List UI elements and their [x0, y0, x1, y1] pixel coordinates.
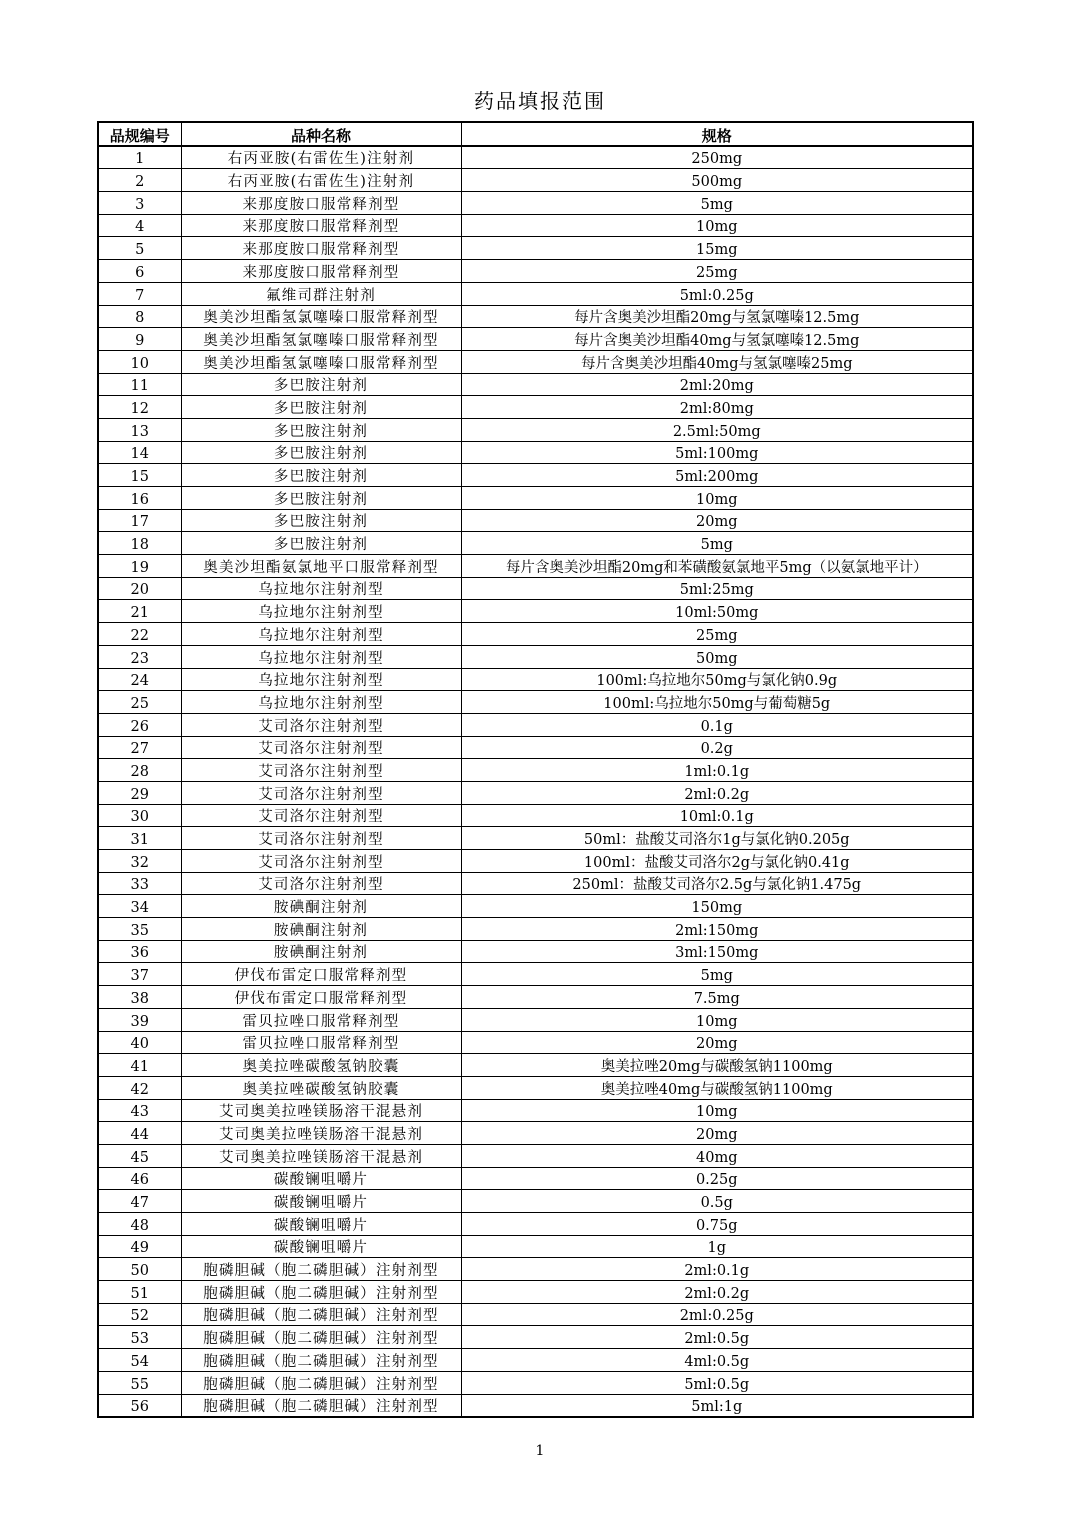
cell-spec: 10ml:50mg [461, 600, 973, 623]
cell-code: 6 [98, 260, 181, 283]
cell-code: 22 [98, 623, 181, 646]
table-row [98, 1371, 973, 1394]
table-row [98, 1031, 973, 1054]
cell-name: 艾司洛尔注射剂型 [181, 781, 461, 804]
table-row [98, 1258, 973, 1281]
cell-spec: 100ml:乌拉地尔50mg与葡萄糖5g [461, 691, 973, 714]
page-number: 1 [535, 1443, 545, 1459]
table-row [98, 509, 973, 532]
cell-code: 40 [98, 1031, 181, 1054]
cell-code: 10 [98, 350, 181, 373]
cell-name: 多巴胺注射剂 [181, 396, 461, 419]
cell-name: 奥美沙坦酯氢氯噻嗪口服常释剂型 [181, 305, 461, 328]
cell-spec: 5mg [461, 963, 973, 986]
cell-spec: 40mg [461, 1144, 973, 1167]
table-body [98, 146, 973, 1418]
cell-name: 来那度胺口服常释剂型 [181, 214, 461, 237]
cell-spec: 20mg [461, 1122, 973, 1145]
cell-spec: 100ml:乌拉地尔50mg与氯化钠0.9g [461, 668, 973, 691]
cell-name: 右丙亚胺(右雷佐生)注射剂 [181, 146, 461, 169]
table-row [98, 305, 973, 328]
cell-code: 41 [98, 1054, 181, 1077]
cell-spec: 2ml:80mg [461, 396, 973, 419]
table-row [98, 146, 973, 169]
table-row [98, 214, 973, 237]
cell-code: 53 [98, 1326, 181, 1349]
cell-name: 奥美沙坦酯氢氯噻嗪口服常释剂型 [181, 328, 461, 351]
cell-name: 艾司洛尔注射剂型 [181, 759, 461, 782]
cell-name: 来那度胺口服常释剂型 [181, 260, 461, 283]
cell-spec: 2ml:0.25g [461, 1303, 973, 1326]
table-row [98, 1349, 973, 1372]
cell-name: 胺碘酮注射剂 [181, 895, 461, 918]
cell-code: 37 [98, 963, 181, 986]
cell-name: 胞磷胆碱（胞二磷胆碱）注射剂型 [181, 1303, 461, 1326]
cell-name: 乌拉地尔注射剂型 [181, 668, 461, 691]
cell-name: 多巴胺注射剂 [181, 464, 461, 487]
cell-spec: 每片含奥美沙坦酯20mg和苯磺酸氨氯地平5mg（以氨氯地平计） [461, 555, 973, 578]
cell-spec: 10mg [461, 487, 973, 510]
cell-name: 乌拉地尔注射剂型 [181, 645, 461, 668]
cell-code: 55 [98, 1371, 181, 1394]
cell-code: 17 [98, 509, 181, 532]
cell-name: 碳酸镧咀嚼片 [181, 1190, 461, 1213]
cell-code: 29 [98, 781, 181, 804]
table-row [98, 373, 973, 396]
cell-spec: 5ml:200mg [461, 464, 973, 487]
cell-code: 46 [98, 1167, 181, 1190]
cell-name: 右丙亚胺(右雷佐生)注射剂 [181, 169, 461, 192]
header-name: 品种名称 [181, 122, 461, 146]
cell-spec: 2ml:20mg [461, 373, 973, 396]
cell-spec: 5mg [461, 532, 973, 555]
table-row [98, 1167, 973, 1190]
table-row [98, 350, 973, 373]
cell-code: 50 [98, 1258, 181, 1281]
cell-code: 34 [98, 895, 181, 918]
table-row [98, 623, 973, 646]
table-row [98, 600, 973, 623]
cell-code: 51 [98, 1281, 181, 1304]
table-row [98, 1303, 973, 1326]
cell-spec: 5ml:100mg [461, 441, 973, 464]
table-row [98, 532, 973, 555]
cell-code: 21 [98, 600, 181, 623]
cell-name: 碳酸镧咀嚼片 [181, 1167, 461, 1190]
table-row [98, 282, 973, 305]
cell-name: 艾司洛尔注射剂型 [181, 713, 461, 736]
cell-spec: 5ml:1g [461, 1394, 973, 1417]
cell-code: 30 [98, 804, 181, 827]
cell-spec: 25mg [461, 623, 973, 646]
cell-code: 33 [98, 872, 181, 895]
table-row [98, 555, 973, 578]
cell-code: 47 [98, 1190, 181, 1213]
cell-name: 伊伐布雷定口服常释剂型 [181, 963, 461, 986]
cell-code: 48 [98, 1213, 181, 1236]
cell-code: 26 [98, 713, 181, 736]
table-row [98, 1099, 973, 1122]
cell-spec: 50mg [461, 645, 973, 668]
cell-name: 雷贝拉唑口服常释剂型 [181, 1031, 461, 1054]
cell-code: 54 [98, 1349, 181, 1372]
cell-code: 23 [98, 645, 181, 668]
cell-code: 9 [98, 328, 181, 351]
table-row [98, 895, 973, 918]
cell-spec: 100ml：盐酸艾司洛尔2g与氯化钠0.41g [461, 850, 973, 873]
cell-name: 多巴胺注射剂 [181, 509, 461, 532]
drug-table [97, 121, 974, 1418]
cell-code: 19 [98, 555, 181, 578]
cell-name: 艾司洛尔注射剂型 [181, 850, 461, 873]
cell-name: 奥美拉唑碳酸氢钠胶囊 [181, 1076, 461, 1099]
cell-spec: 50ml：盐酸艾司洛尔1g与氯化钠0.205g [461, 827, 973, 850]
table-row [98, 1190, 973, 1213]
cell-spec: 2ml:0.1g [461, 1258, 973, 1281]
cell-code: 24 [98, 668, 181, 691]
cell-code: 12 [98, 396, 181, 419]
cell-name: 多巴胺注射剂 [181, 373, 461, 396]
cell-name: 来那度胺口服常释剂型 [181, 237, 461, 260]
cell-code: 5 [98, 237, 181, 260]
cell-code: 28 [98, 759, 181, 782]
cell-name: 胞磷胆碱（胞二磷胆碱）注射剂型 [181, 1349, 461, 1372]
cell-spec: 2ml:0.5g [461, 1326, 973, 1349]
cell-spec: 4ml:0.5g [461, 1349, 973, 1372]
table-row [98, 418, 973, 441]
cell-name: 乌拉地尔注射剂型 [181, 577, 461, 600]
cell-code: 39 [98, 1008, 181, 1031]
table-row [98, 1008, 973, 1031]
cell-spec: 25mg [461, 260, 973, 283]
table-row [98, 759, 973, 782]
table-row [98, 260, 973, 283]
cell-code: 7 [98, 282, 181, 305]
cell-name: 胺碘酮注射剂 [181, 918, 461, 941]
cell-code: 31 [98, 827, 181, 850]
cell-spec: 2.5ml:50mg [461, 418, 973, 441]
cell-spec: 500mg [461, 169, 973, 192]
cell-name: 艾司奥美拉唑镁肠溶干混悬剂 [181, 1099, 461, 1122]
cell-spec: 250mg [461, 146, 973, 169]
cell-name: 艾司奥美拉唑镁肠溶干混悬剂 [181, 1144, 461, 1167]
table-row [98, 918, 973, 941]
cell-code: 43 [98, 1099, 181, 1122]
page-title: 药品填报范围 [474, 89, 606, 113]
table-row [98, 645, 973, 668]
table-row [98, 464, 973, 487]
cell-spec: 每片含奥美沙坦酯20mg与氢氯噻嗪12.5mg [461, 305, 973, 328]
cell-code: 20 [98, 577, 181, 600]
cell-spec: 5ml:0.25g [461, 282, 973, 305]
cell-code: 4 [98, 214, 181, 237]
cell-code: 45 [98, 1144, 181, 1167]
cell-spec: 10mg [461, 214, 973, 237]
cell-name: 胞磷胆碱（胞二磷胆碱）注射剂型 [181, 1258, 461, 1281]
cell-code: 15 [98, 464, 181, 487]
table-row [98, 691, 973, 714]
cell-spec: 5ml:25mg [461, 577, 973, 600]
cell-spec: 10ml:0.1g [461, 804, 973, 827]
cell-code: 1 [98, 146, 181, 169]
cell-name: 艾司奥美拉唑镁肠溶干混悬剂 [181, 1122, 461, 1145]
table-row [98, 713, 973, 736]
cell-code: 44 [98, 1122, 181, 1145]
cell-spec: 20mg [461, 1031, 973, 1054]
cell-spec: 0.25g [461, 1167, 973, 1190]
cell-spec: 2ml:150mg [461, 918, 973, 941]
cell-code: 52 [98, 1303, 181, 1326]
cell-spec: 15mg [461, 237, 973, 260]
cell-name: 来那度胺口服常释剂型 [181, 192, 461, 215]
cell-name: 胞磷胆碱（胞二磷胆碱）注射剂型 [181, 1371, 461, 1394]
cell-name: 艾司洛尔注射剂型 [181, 827, 461, 850]
cell-code: 14 [98, 441, 181, 464]
cell-name: 乌拉地尔注射剂型 [181, 600, 461, 623]
cell-code: 2 [98, 169, 181, 192]
header-code: 品规编号 [98, 122, 181, 146]
cell-spec: 5ml:0.5g [461, 1371, 973, 1394]
cell-name: 胞磷胆碱（胞二磷胆碱）注射剂型 [181, 1326, 461, 1349]
table-row [98, 1326, 973, 1349]
table-row [98, 781, 973, 804]
cell-name: 奥美沙坦酯氨氯地平口服常释剂型 [181, 555, 461, 578]
cell-code: 3 [98, 192, 181, 215]
header-spec: 规格 [461, 122, 973, 146]
cell-code: 11 [98, 373, 181, 396]
cell-spec: 每片含奥美沙坦酯40mg与氢氯噻嗪12.5mg [461, 328, 973, 351]
cell-name: 乌拉地尔注射剂型 [181, 691, 461, 714]
table-header-row [98, 122, 973, 146]
cell-spec: 20mg [461, 509, 973, 532]
table-row [98, 192, 973, 215]
cell-name: 碳酸镧咀嚼片 [181, 1235, 461, 1258]
cell-spec: 3ml:150mg [461, 940, 973, 963]
cell-spec: 7.5mg [461, 986, 973, 1009]
table-row [98, 1281, 973, 1304]
table-row [98, 1235, 973, 1258]
table-row [98, 1144, 973, 1167]
cell-code: 18 [98, 532, 181, 555]
cell-spec: 每片含奥美沙坦酯40mg与氢氯噻嗪25mg [461, 350, 973, 373]
table-row [98, 850, 973, 873]
cell-name: 胞磷胆碱（胞二磷胆碱）注射剂型 [181, 1281, 461, 1304]
table-row [98, 872, 973, 895]
cell-spec: 0.75g [461, 1213, 973, 1236]
cell-name: 氟维司群注射剂 [181, 282, 461, 305]
cell-spec: 2ml:0.2g [461, 781, 973, 804]
cell-name: 伊伐布雷定口服常释剂型 [181, 986, 461, 1009]
cell-spec: 2ml:0.2g [461, 1281, 973, 1304]
table-row [98, 328, 973, 351]
cell-spec: 10mg [461, 1008, 973, 1031]
cell-code: 36 [98, 940, 181, 963]
cell-spec: 150mg [461, 895, 973, 918]
cell-spec: 1g [461, 1235, 973, 1258]
cell-code: 38 [98, 986, 181, 1009]
table-row [98, 1076, 973, 1099]
cell-spec: 1ml:0.1g [461, 759, 973, 782]
cell-code: 56 [98, 1394, 181, 1417]
cell-spec: 0.1g [461, 713, 973, 736]
table-row [98, 986, 973, 1009]
table-row [98, 827, 973, 850]
cell-code: 32 [98, 850, 181, 873]
cell-name: 乌拉地尔注射剂型 [181, 623, 461, 646]
table-row [98, 577, 973, 600]
table-row [98, 487, 973, 510]
cell-name: 多巴胺注射剂 [181, 418, 461, 441]
table-row [98, 963, 973, 986]
cell-code: 35 [98, 918, 181, 941]
table-row [98, 1122, 973, 1145]
cell-spec: 0.2g [461, 736, 973, 759]
table-row [98, 1213, 973, 1236]
cell-name: 多巴胺注射剂 [181, 441, 461, 464]
cell-code: 27 [98, 736, 181, 759]
cell-name: 奥美拉唑碳酸氢钠胶囊 [181, 1054, 461, 1077]
table-row [98, 396, 973, 419]
cell-spec: 0.5g [461, 1190, 973, 1213]
cell-name: 碳酸镧咀嚼片 [181, 1213, 461, 1236]
cell-spec: 10mg [461, 1099, 973, 1122]
cell-code: 8 [98, 305, 181, 328]
cell-code: 13 [98, 418, 181, 441]
cell-name: 多巴胺注射剂 [181, 487, 461, 510]
cell-name: 艾司洛尔注射剂型 [181, 872, 461, 895]
table-row [98, 940, 973, 963]
cell-name: 多巴胺注射剂 [181, 532, 461, 555]
cell-name: 胞磷胆碱（胞二磷胆碱）注射剂型 [181, 1394, 461, 1417]
cell-spec: 5mg [461, 192, 973, 215]
cell-code: 42 [98, 1076, 181, 1099]
table-row [98, 668, 973, 691]
cell-name: 胺碘酮注射剂 [181, 940, 461, 963]
cell-code: 25 [98, 691, 181, 714]
cell-spec: 250ml：盐酸艾司洛尔2.5g与氯化钠1.475g [461, 872, 973, 895]
table-row [98, 169, 973, 192]
table-row [98, 441, 973, 464]
table-row [98, 804, 973, 827]
table-row [98, 736, 973, 759]
cell-code: 16 [98, 487, 181, 510]
cell-name: 艾司洛尔注射剂型 [181, 736, 461, 759]
table-row [98, 237, 973, 260]
cell-spec: 奥美拉唑20mg与碳酸氢钠1100mg [461, 1054, 973, 1077]
cell-name: 奥美沙坦酯氢氯噻嗪口服常释剂型 [181, 350, 461, 373]
cell-code: 49 [98, 1235, 181, 1258]
cell-spec: 奥美拉唑40mg与碳酸氢钠1100mg [461, 1076, 973, 1099]
table-row [98, 1394, 973, 1417]
cell-name: 艾司洛尔注射剂型 [181, 804, 461, 827]
table-row [98, 1054, 973, 1077]
cell-name: 雷贝拉唑口服常释剂型 [181, 1008, 461, 1031]
